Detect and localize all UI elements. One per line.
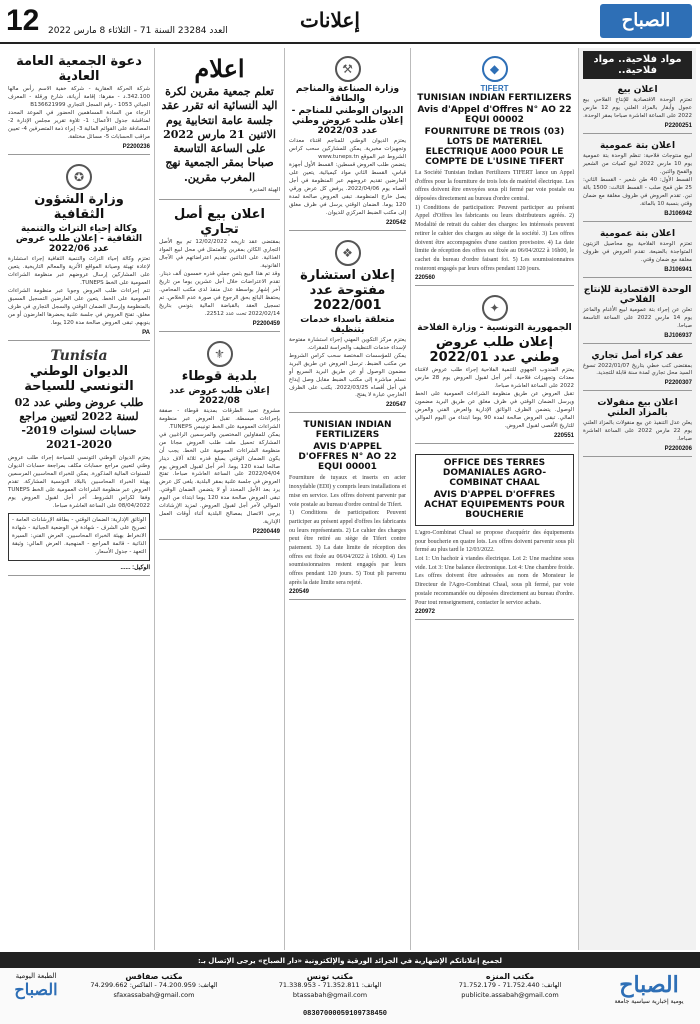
ad-subtitle: AVIS D'APPEL D'OFFRES ACHAT EQUIPEMENTS POUR BOUCHERIE — [424, 490, 565, 520]
ad-subtitle: AVIS D'APPEL D'OFFRES N° AO 22 EQUI 00001 — [298, 442, 397, 473]
issue-info: العدد 23284 السنة 71 - الثلاثاء 8 مارس 2022 — [48, 26, 228, 36]
ad-body-filler: يمكن للمقاولين المختصين والمرسمين الراغبين في المشاركة تحميل ملف طلب العروض مجانا من منظومة الشراءات العمومية على الخط. يجب أن يكون الضمان الوقتي بمبلغ قدره ثلاثة آلاف دينار صالحا لمدة 120 يوما. آخر أجل لقبول العروض يوم 2022/04/04 على الساعة العاشرة صباحا. تفتح العروض في جلسة علنية بمقر البلدية. يلغى كل عرض يرد بعد الأجل المحدد أو لا يتضمن الضمان الوقتي. تبقى العروض صالحة مدة 120 يوما ابتداء من اليوم الموالي لآخر أجل لقبول العروض. لمزيد الإرشادات يرجى الاتصال بمصالح البلدية أثناء أوقات العمل الإدارية. — [159, 431, 281, 526]
tunisia-logo: Tunisia — [50, 347, 108, 364]
ad-body-filler: 1) Conditions de participation: Peuvent participer au présent Appel d'Offres les fabricants ou leurs distributeurs agréés. 2) Modalité de retrait du cahier des charges: les intéressés peuvent retirer le cahier des charges au siège de la société. 3) Les offres doivent être accompagnées d'une caution provisoire. 4) La date limite de réception des offres est fixée au 06/04/2022 à 16h00, le cachet du bureau d'ordre faisant foi. 5) Les soumissionnaires resteront engagés par leurs offres pendant 120 jours. — [415, 204, 574, 272]
ad-subtitle: Avis d'Appel d'Offres N° AO 22 EQUI 00002 — [417, 105, 572, 125]
ad-body: تعتزم الوحدة الفلاحية بيع محاصيل الزيتون المتواجدة بالضيعة. تقدم العروض في ظروف مغلقة مع ضمان وقتي. — [583, 240, 692, 263]
ad-title: اعلام — [194, 54, 245, 83]
footer-account-line: 08307000059109738450 — [302, 1010, 387, 1018]
ad-subtitle: إعلان طلب عروض عدد 2022/08 — [169, 385, 270, 406]
ad-agriculture-ministry — [415, 290, 574, 444]
ad-title: اعلان بيع منقولات بالمزاد العلني — [597, 398, 678, 419]
page-header — [0, 0, 700, 44]
ad-body-filler: 1) Conditions de participation: Peuvent participer au présent appel d'offres les fabricants ou leurs représentants. 2) Le cahier des charges peut être retiré au siège de Tifert contre paiement. 3) La date limite de réception des offres est fixée au 06/04/2022 à 16h00. 4) Les soumissionnaires restent engagés par leurs offres pendant 120 jours. 5) Tout pli parvenu après la date limite sera rejeté. — [289, 510, 406, 586]
column-4 — [410, 48, 578, 950]
ad-body: تعلن عن إجراء بتة عمومية لبيع الأغنام والماعز يوم 14 مارس 2022 على الساعة التاسعة صباحا. — [583, 306, 693, 329]
ad-body: تعتزم وكالة إحياء التراث والتنمية الثقافية إجراء استشارة لإعادة تهيئة وصيانة المواقع الأثرية والمعالم التاريخية. يتعين على المشاركين إرسال عروضهم عبر منظومة الشراءات العمومية على الخط TUNEPS. — [8, 255, 150, 286]
ad-cleaning-consultation — [289, 235, 406, 414]
ad-ref: PA — [142, 329, 150, 336]
ad-title: عقد كراء أصل تجاري — [591, 350, 684, 361]
ad-tourism-office — [8, 345, 150, 577]
ad-body-filler: تتم إجراءات طلب العروض وجوبا عبر منظومة الشراءات العمومية على الخط. يتعين على العارضين التسجيل المسبق بالمنظومة وإرسال الضمان الوقتي والسجل التجاري في ظرف مغلق. تفتح العروض في جلسة علنية يحضرها العارضون أو من ينوبهم. تبقى العروض صالحة مدة 120 يوما. — [8, 287, 150, 326]
ad-box-text: الوثائق الإدارية: الضمان الوقتي - بطاقة الإرشادات العامة - تصريح على الشرف - شهادة في الوضعية الجبائية - شهادة الانخراط بهيئة الخبراء المحاسبين. العرض الفني: السيرة الذاتية - قائمة المراجع - المنهجية. العرض المالي: وثيقة التعهد - جدول الأسعار. — [12, 517, 146, 556]
ad-title: اعلان بيع — [617, 85, 658, 95]
footer-brand-tagline: يومية إخبارية سياسية جامعة — [614, 998, 684, 1005]
ministry-emblem-icon: ✪ — [66, 164, 92, 190]
footer-logo-mark: الصباح — [14, 980, 58, 999]
ad-body-filler: الرجاء من السادة المساهمين الحضور في الموعد المحدد لمناقشة جدول الأعمال: 1- تلاوة تقرير مجلس الإدارة 2- المصادقة على القوائم المالية 3- إبراء ذمة المتصرفين 4- تعيين مراقب الحسابات 5- مسائل مختلفة. — [8, 109, 151, 140]
ad-body: بمقتضى عقد تاريخه 12/02/2022 تم بيع الأصل التجاري الكائن بمقرين والمتمثل في محل لبيع المواد الغذائية. على الدائنين تقديم اعتراضاتهم في الآجال القانونية. — [159, 239, 280, 269]
office-sfax — [74, 972, 234, 1001]
training-center-emblem-icon: ❖ — [335, 240, 361, 266]
ad-body-filler: يتضمن طلب العروض قسطين: القسط الأول أجهزة قياس، القسط الثاني مواد كيميائية. يتعين على العارضين تقديم عروضهم عبر المنظومة في أجل أقصاه يوم 2022/04/06. يرفض كل عرض ورقي يصل خارج المنظومة. تبقى العروض صالحة لمدة 120 يوما. الضمان الوقتي يرسل في ظرف مغلق إلى مكتب الضبط المركزي للديوان. — [289, 161, 406, 216]
ad-subtitle: الديوان الوطني التونسي للسياحة — [24, 363, 134, 394]
ad-public-auction — [583, 395, 692, 457]
ad-title: وزارة الشؤون الثقافية — [34, 191, 124, 222]
ad-mines-office — [289, 51, 406, 231]
footer-contact-band: لجميع إعلاناتكم الإشهارية في الجرائد الورقية والإلكترونية «دار الصباح» يرجى الإتصال بـ: — [0, 954, 700, 968]
ad-business-sale — [159, 204, 280, 332]
ad-ref: الوكيل: ...... — [120, 565, 150, 572]
ad-body-filler: تقبل العروض عن طريق منظومة الشراءات العمومية على الخط ويرسل الضمان الوقتي في ظرف مغلق عن طريق البريد مضمون الوصول. يتضمن الظرف الوثائق الإدارية والعرض الفني والعرض المالي. تبقى العروض صالحة لمدة 90 يوما ابتداء من اليوم الموالي للتاريخ الأقصى لقبول العروض. — [415, 391, 574, 430]
office-title: مكتب صفاقس — [125, 972, 183, 981]
ad-title: بلدية قوطاء — [181, 368, 258, 384]
ad-body: مشروع تعبيد الطرقات بمدينة قوطاء - صفقة بإجراءات مبسطة. تقبل العروض عبر منظومة الشراءات العمومية على الخط تونيبس TUNEPS. — [159, 407, 280, 430]
office-title: مكتب تونس — [306, 972, 354, 981]
ad-domain-lands-office — [415, 448, 574, 620]
ad-lead: تعلم جمعية مقرين لكرة اليد النسائية انه تقرر عقد جلسة عامة انتخابية يوم الاثنين 21 مارس 2022 على الساعة التاسعة صباحا بمقر الجمعية نهج المغرب مقرين. — [161, 85, 278, 184]
ad-body: يعتزم مركز التكوين المهني إجراء استشارة مفتوحة لإسداء خدمات التنظيف والحراسة للمقرات. — [289, 336, 406, 351]
ad-auction-2 — [583, 226, 692, 278]
ad-farm-unit — [583, 282, 692, 344]
ad-ref: P2200459 — [252, 320, 280, 327]
footer-logo-caption: الطبعة اليومية — [15, 972, 57, 980]
ad-title: TUNISIAN INDIAN FERTILIZERS — [417, 93, 572, 103]
ad-ref: BJ106941 — [664, 266, 692, 273]
ad-body: يعلن عدل التنفيذ عن بيع منقولات بالمزاد العلني يوم 22 مارس 2022 على الساعة العاشرة صباحا. — [583, 420, 692, 443]
office-phones: الهاتف: 74.200.959 - الفاكس: 74.299.662 — [90, 981, 218, 989]
ad-title: إعلان استشارة مفتوحة عدد 2022/001 — [300, 267, 395, 313]
ad-culture-ministry — [8, 159, 150, 341]
ad-body-filler: يعتزم الديوان الوطني التونسي للسياحة إجراء طلب عروض وطني لتعيين مراجع حسابات مكلف بمراجعة حسابات الديوان للسنوات المالية المذكورة. يمكن للخبراء المحاسبين المرسمين بهيئة الخبراء المحاسبين بالبلاد التونسية المشاركة. تقدم العروض عبر منظومة الشراءات العمومية على الخط TUNEPS وفقا لكراس الشروط. آخر أجل لقبول العروض يوم 08/04/2022 على الساعة العاشرة صباحا. — [8, 454, 150, 509]
office-email[interactable]: btassabah@gmail.com — [292, 990, 368, 999]
ad-title: وزارة الصناعة والمناجم والطاقة — [295, 84, 400, 104]
ad-ref: 220972 — [415, 609, 436, 616]
ad-ref: 220547 — [385, 402, 406, 409]
ad-title: الجمهورية التونسية - وزارة الفلاحة — [417, 323, 572, 334]
column-3 — [284, 48, 410, 950]
office-email[interactable]: publicite.assabah@gmail.com — [461, 990, 559, 999]
column-2 — [154, 48, 284, 950]
ad-title: دعوة الجمعية العامة العادية — [16, 54, 142, 84]
ad-ref: 220549 — [289, 589, 310, 596]
ad-title: اعلان بيع أصل تجاري — [173, 207, 266, 238]
ad-ref: P2200251 — [664, 122, 692, 129]
ad-subtitle: إعلان طلب عروض وطني عدد 2022/01 — [429, 335, 560, 366]
ad-ref: P2200236 — [122, 143, 150, 150]
ad-ref: P2200449 — [252, 529, 280, 536]
ad-title: الوحدة الاقتصادية للإنتاج الفلاحي — [583, 284, 692, 305]
ad-body-filler: القسط الأول: 40 طن شعير - القسط الثاني: 25 طن قمح صلب - القسط الثالث: 1500 بالة تبن. تقدم العروض في ظروف مغلقة مع ضمان وقتي بنسبة 10 بالمائة. — [583, 176, 693, 207]
ad-ref: BJ106937 — [664, 332, 692, 339]
ad-body: Fourniture de tuyaux et inserts en acier inoxydable (EDI) y compris leurs installations et mise en service. Les offres doivent parvenir par voie postale au bureau d'ordre central de Tifert. — [289, 475, 406, 508]
ad-body-filler: يمكن للمؤسسات المختصة سحب كراس الشروط من مكتب الضبط. ترسل العروض عن طريق البريد مضمون الوصول أو عن طريق البريد السريع أو تسلم مباشرة إلى مكتب الضبط مقابل وصل إيداع في أجل أقصاه 2022/03/25. يكتب على الظرف الخارجي عبارة لا يفتح. — [289, 352, 406, 399]
ad-sale-1 — [583, 82, 692, 134]
ad-general-assembly — [8, 51, 150, 155]
municipality-emblem-icon: ⚜ — [207, 341, 233, 367]
office-phones: الهاتف: 71.752.440 - 71.752.179 — [458, 981, 562, 989]
ad-sign: الهيئة المديرة — [249, 187, 280, 194]
tifert-brand: TIFERT — [480, 84, 509, 93]
footer-brand-mark: الصباح — [619, 972, 679, 998]
ad-tifert-tender-2 — [415, 51, 574, 286]
ad-body: بمقتضى كتب خطي بتاريخ 2022/01/07 تسوغ السيد محل تجاري لمدة سنة قابلة للتجديد. — [583, 362, 693, 377]
office-title: مكتب المنزه — [485, 972, 535, 981]
ad-subtitle: الديوان الوطني للمناجم - إعلان طلب عروض وطني عدد 2022/03 — [291, 106, 404, 136]
section-title: إعلانات — [300, 8, 360, 32]
ad-body: La Société Tunisian Indian Fertilizers TIFERT lance un Appel d'offres pour la fourniture de trois lots de matériel électrique. Les offres doivent être envoyées sous pli fermé par voie postale ou déposées directement au bureau d'ordre central. — [415, 170, 574, 203]
column-5 — [578, 48, 696, 950]
ad-ref: BJ106942 — [664, 210, 692, 217]
ad-body: يعتزم المندوب الجهوي للتنمية الفلاحية إجراء طلب عروض لاقتناء معدات وتجهيزات فلاحية. آخر أجل لقبول العروض يوم 28 مارس 2022 على الساعة العاشرة صباحا. — [415, 367, 574, 390]
ad-body: تعتزم الوحدة الاقتصادية للإنتاج الفلاحي بيع عجول وأبقار بالمزاد العلني يوم 12 مارس 2022 على الساعة العاشرة صباحا بمقر الوحدة. — [583, 97, 692, 119]
ad-lease — [583, 348, 692, 392]
ad-body: لبيع منتوجات فلاحية: تنظم الوحدة بتة عمومية يوم 10 مارس 2022 لبيع كميات من الشعير والقمح والتبن. — [583, 152, 692, 175]
ad-lead: طلب عروض وطني عدد 02 لسنة 2022 لتعيين مراجع حسابات لسنوات 2019-2020-2021 — [14, 395, 144, 452]
republic-emblem-icon: ✦ — [482, 295, 508, 321]
office-menzah — [430, 972, 590, 1001]
office-email[interactable]: sfaxassabah@gmail.com — [113, 990, 195, 999]
footer-daily-logo — [6, 972, 66, 1020]
agriculture-banner: مواد فلاحية.. مواد فلاحية.. — [583, 51, 692, 79]
ad-box — [8, 513, 150, 561]
newspaper-logo: الصباح — [600, 4, 692, 38]
ad-auction-1 — [583, 138, 692, 222]
mines-logo-icon: ⚒ — [335, 56, 361, 82]
ad-body: شركة الحركة العقارية - شركة خفية الاسم رأس مالها 342.100.د - مقرها: إقامة أريانة، شارع ورقلة - المعرف الجبائي 1053 - رقم السجل التجاري B136621999 — [8, 86, 150, 108]
office-tunis — [250, 972, 410, 1001]
office-phones: الهاتف: 71.352.811 - 71.338.953 — [278, 981, 382, 989]
ad-announcement — [159, 51, 280, 200]
ad-tifert-tender-1 — [289, 417, 406, 600]
ad-subtitle: متعلقة باسداء خدمات بتنظيف — [300, 314, 395, 335]
ad-title: اعلان بتة عمومية — [599, 228, 676, 239]
ad-lead: FOURNITURE DE TROIS (03) LOTS DE MATERIEL ELECTRIQUE A000 POUR LE COMPTE DE L'USINE TIFERT — [424, 127, 565, 167]
ad-subtitle: وكالة إحياء التراث والتنمية الثقافية - إعلان طلب عروض عدد 2022/06 — [15, 223, 143, 254]
ad-body: يعتزم الديوان الوطني للمناجم اقتناء معدات وتجهيزات مخبرية. يمكن للمشاركين سحب كراس الشروط عبر الموقع www.tuneps.tn — [289, 138, 406, 160]
ad-ref: P2200206 — [664, 446, 692, 453]
ad-body-filler: Lot 1: Un hachoir à viandes électrique. Lot 2: Une machine sous vide. Lot 3: Une balance électronique. Lot 4: Une chambre froide. Les offres doivent être adressées au nom de Monsieur le Directeur de l'Agro-Combinat Chaal, sous pli fermé, par voie postale recommandée ou déposées directement au bureau d'ordre. Pour tout renseignement, contacter le service achats. — [415, 556, 574, 606]
ad-title: اعلان بتة عمومية — [599, 140, 676, 151]
tifert-logo-icon: ◆ — [482, 56, 508, 82]
ad-municipality — [159, 336, 280, 541]
ad-title: OFFICE DES TERRES DOMANIALES AGRO-COMBINAT CHAAL — [442, 458, 547, 488]
ad-box — [415, 454, 574, 526]
ad-body: L'agro-Combinat Chaal se propose d'acquérir des équipements pour boucherie en quatre lots. Les offres doivent parvenir sous pli fermé au plus tard le 12/03/2022. — [415, 530, 574, 554]
ad-ref: 220542 — [385, 219, 406, 226]
column-1 — [4, 48, 154, 950]
ad-body-filler: وقد تم هذا البيع بثمن جملي قدره خمسون ألف دينار. تقدم الاعتراضات خلال أجل عشرين يوما من تاريخ آخر إشهار بواسطة عدل منفذ لدى مكتب المحامي. يحتفظ البائع بحق الرجوع في صورة عدم الخلاص. تم تسجيل العقد بالقباضة المالية بتونس بتاريخ 2022/02/14 تحت عدد 22512. — [159, 270, 280, 317]
ad-title: TUNISIAN INDIAN FERTILIZERS — [303, 420, 392, 441]
page-number: 12 — [6, 4, 40, 37]
ad-ref: 220551 — [553, 433, 574, 439]
ad-ref: P2200307 — [664, 380, 692, 387]
ad-ref: 220560 — [415, 275, 436, 282]
